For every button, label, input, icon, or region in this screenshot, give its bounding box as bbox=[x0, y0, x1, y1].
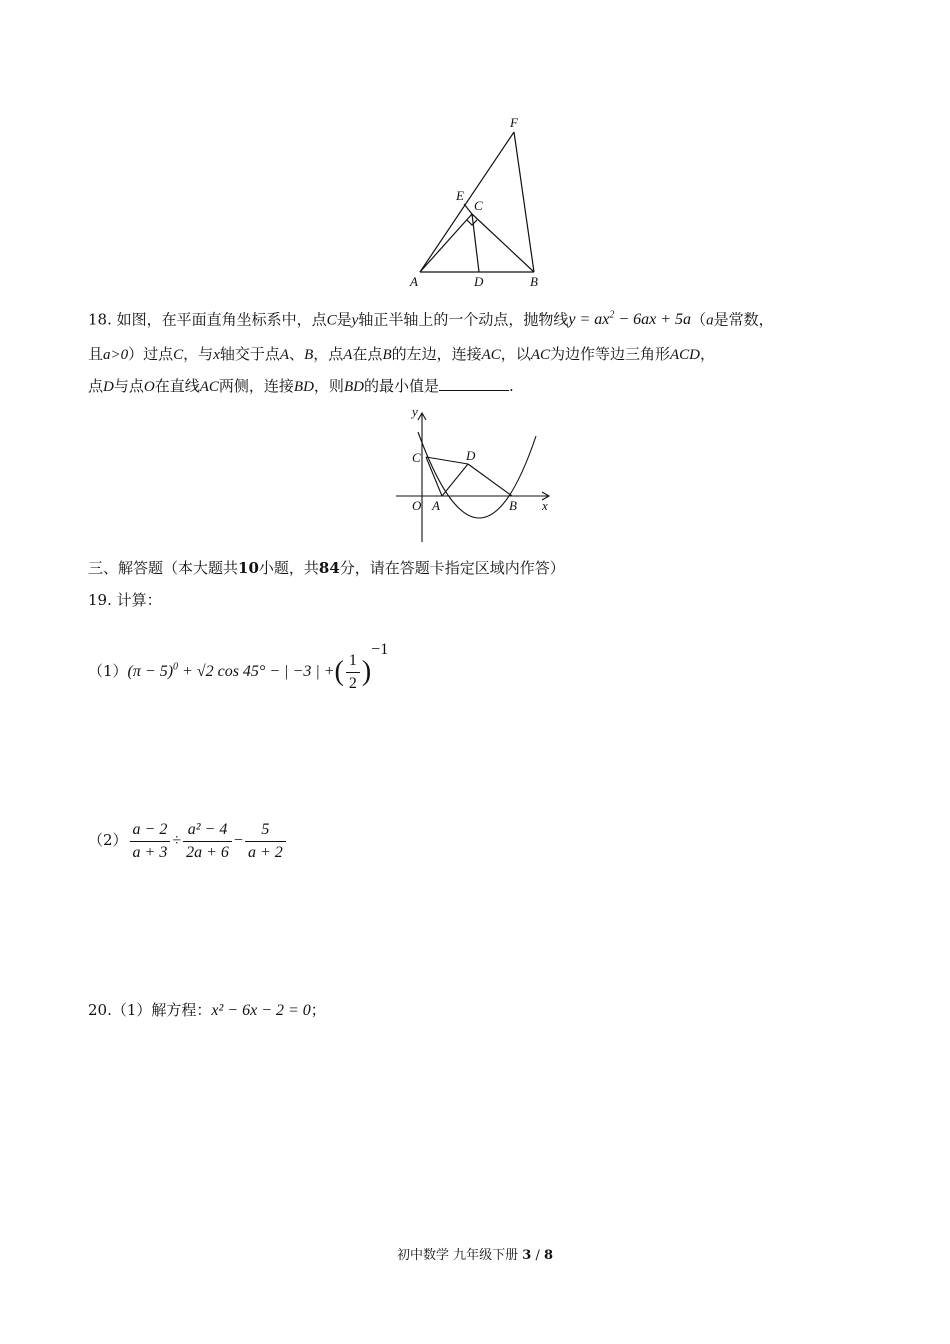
page-footer: 初中数学 九年级下册 3 / 8 bbox=[396, 1248, 554, 1263]
segment-AF bbox=[420, 132, 514, 272]
geometry-figure-triangle bbox=[400, 112, 560, 292]
page-total: 8 bbox=[543, 1248, 554, 1263]
q18-line-2: 且a>0）过点C，与x轴交于点A、B，点A在点B的左边，连接AC，以AC为边作等边三角形ACD， bbox=[88, 345, 716, 363]
segment-CD bbox=[426, 457, 468, 464]
label-O: O bbox=[412, 498, 422, 513]
segment-DB bbox=[468, 464, 512, 496]
q18-line-1: 18. 如图，在平面直角坐标系中，点C是y轴正半轴上的一个动点，抛物线$y = ax^2 - 6ax + 5a(a$是常数， bbox=[88, 310, 774, 329]
q19-title: 19. 计算： bbox=[88, 591, 162, 609]
segment-CB bbox=[472, 214, 534, 272]
q19-part-1: $(1)(\pi - 5)^0 + √2$ cos 45° − | −3 | +( $\frac{1}{2}$ )$^{-1}$ bbox=[88, 641, 389, 692]
answer-blank bbox=[439, 376, 509, 391]
segment-AC bbox=[420, 214, 472, 272]
segment-CD bbox=[472, 214, 479, 272]
segment-FB bbox=[514, 132, 534, 272]
fraction-1: $\frac{a - 2}{a + 3}$ bbox=[130, 821, 171, 862]
parabola-equation: $y = ax^2 - 6ax + 5a$ bbox=[568, 310, 692, 329]
label-B: B bbox=[509, 498, 517, 513]
segment-EC bbox=[464, 204, 472, 214]
label-A: A bbox=[410, 274, 418, 289]
label-D: D bbox=[466, 448, 476, 463]
page-number: 3 bbox=[522, 1248, 532, 1263]
label-F: F bbox=[510, 115, 518, 130]
fraction-one-half: $\frac{1}{2}$ bbox=[346, 652, 360, 693]
label-A: A bbox=[432, 498, 440, 513]
q19-part-2: （2） $\frac{a - 2}{a + 3}$ ÷ $\frac{\text{a² − 4}}{2a + 6}$ − $\frac{5}{a + 2}$ bbox=[88, 816, 288, 865]
label-y: y bbox=[412, 404, 418, 419]
label-C: C bbox=[474, 198, 483, 213]
label-E: E bbox=[456, 188, 464, 203]
right-angle-mark bbox=[467, 220, 477, 225]
label-x: x bbox=[542, 498, 548, 513]
q19-p1-expression: $(\pi - 5)^0 + √2$ cos 45° − | −3 | + bbox=[127, 661, 335, 680]
label-B: B bbox=[530, 274, 538, 289]
q20-part-1: 20.（1）解方程：x² − 6x − 2 = 0； bbox=[88, 1001, 326, 1019]
section-3-title: 三、解答题（本大题共10小题，共84分，请在答题卡指定区域内作答） bbox=[88, 559, 565, 577]
segment-CA bbox=[426, 457, 442, 496]
label-C: C bbox=[412, 450, 421, 465]
parabola-figure bbox=[392, 402, 562, 547]
q18-line-3: 点D与点O在直线AC两侧，连接BD，则BD的最小值是 . bbox=[88, 377, 514, 395]
segment-AD bbox=[442, 464, 468, 496]
fraction-2: $\frac{\text{a² − 4}}{2a + 6}$ bbox=[183, 821, 232, 862]
fraction-3: $\frac{5}{a + 2}$ bbox=[245, 821, 286, 862]
label-D: D bbox=[474, 274, 484, 289]
